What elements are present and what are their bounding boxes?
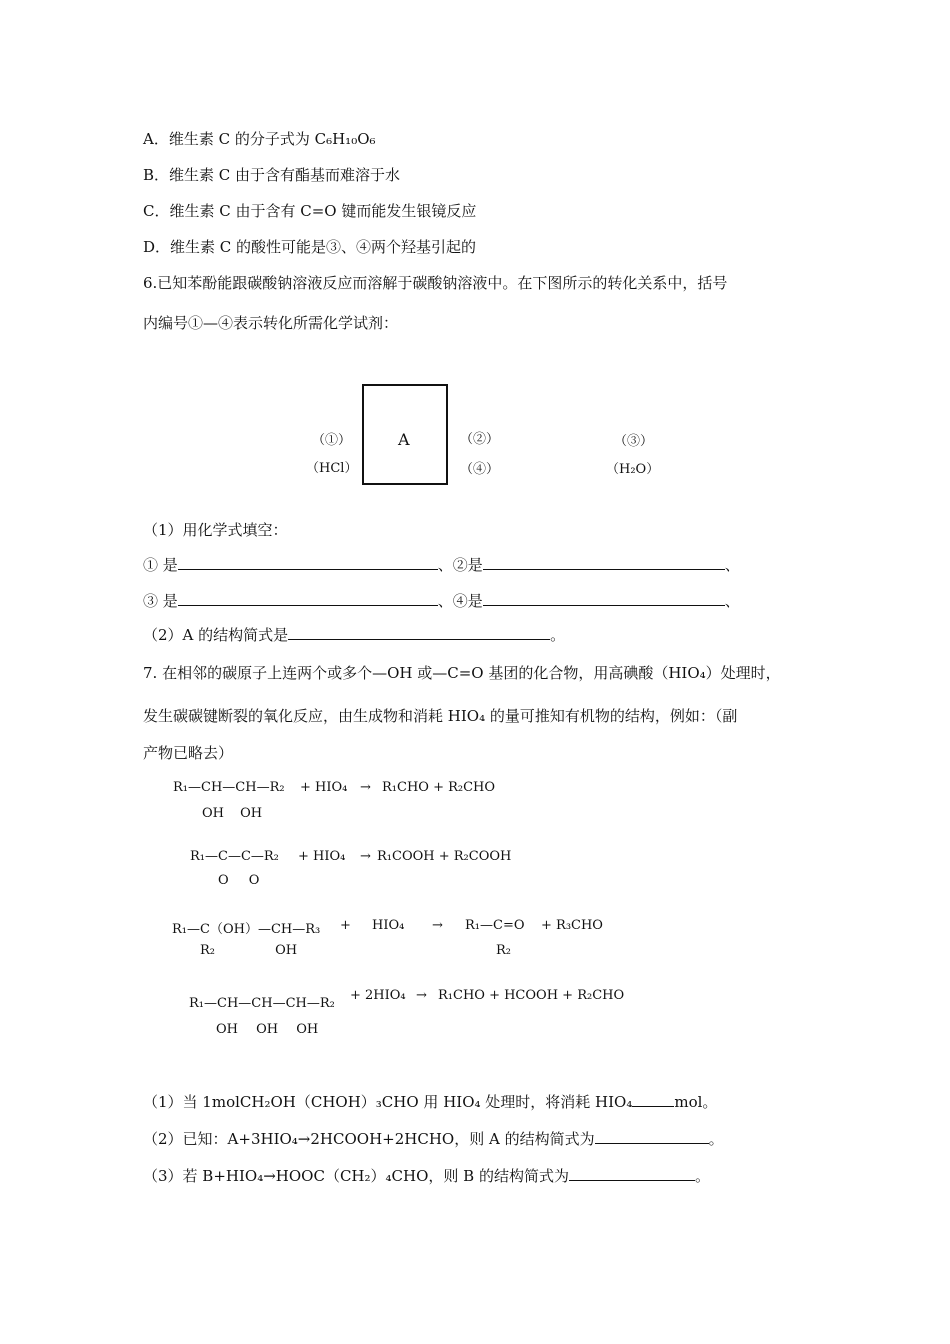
- reagent-3: （③）: [614, 434, 654, 449]
- r3-reactant-top: R₁—C（OH）—CH—R₃: [172, 922, 321, 937]
- answer-blank-4[interactable]: [483, 591, 725, 606]
- r3-reactant-bottom: R₂ OH: [200, 943, 298, 958]
- r3-reagent: HIO₄: [372, 918, 405, 933]
- r1-product: R₁CHO + R₂CHO: [382, 780, 496, 795]
- box-label: A: [398, 430, 410, 449]
- r3-product-bottom: R₂: [496, 943, 511, 958]
- reagent-hcl: （HCl）: [306, 461, 358, 476]
- r1-reactant-bottom: OH OH: [202, 806, 263, 821]
- fill2c-label: 、: [724, 592, 740, 610]
- answer-blank-1[interactable]: [178, 555, 438, 570]
- s1-text: （1）当 1molCH₂OH（CHOH）₃CHO 用 HIO₄ 处理时，将消耗 HIO₄: [143, 1093, 633, 1111]
- r4-reagent: + 2HIO₄: [350, 988, 406, 1003]
- s3-end: 。: [694, 1167, 710, 1185]
- fill1b-label: 、②是: [437, 556, 483, 574]
- answer-blank-2[interactable]: [483, 555, 725, 570]
- option-c: C．维生素 C 由于含有 C=O 键而能发生银镜反应: [143, 202, 477, 220]
- q6-sub1: （1）用化学式填空：: [143, 521, 288, 539]
- reagent-4: （④）: [460, 462, 500, 477]
- r4-arrow: →: [416, 988, 427, 1003]
- answer-blank-a[interactable]: [595, 1129, 709, 1144]
- r2-reactant-top: R₁—C—C—R₂: [190, 849, 279, 864]
- q6-line2: 内编号①—④表示转化所需化学试剂：: [143, 314, 399, 332]
- r3-product2: + R₃CHO: [541, 918, 603, 933]
- reagent-water: （H₂O）: [606, 462, 660, 477]
- r4-product: R₁CHO + HCOOH + R₂CHO: [438, 988, 625, 1003]
- option-d: D．维生素 C 的酸性可能是③、④两个羟基引起的: [143, 238, 477, 256]
- reagent-2: （②）: [460, 432, 500, 447]
- r1-reactant-top: R₁—CH—CH—R₂: [173, 780, 285, 795]
- q7-line3: 产物已略去）: [143, 744, 234, 762]
- answer-blank-b[interactable]: [569, 1166, 695, 1181]
- q7-sub1: [143, 1091, 717, 1112]
- r2-reactant-bottom: O O: [218, 873, 260, 888]
- r4-reactant-top: R₁—CH—CH—CH—R₂: [189, 996, 335, 1011]
- r4-reactant-bottom: OH OH OH: [216, 1022, 319, 1037]
- q7-line1: 7. 在相邻的碳原子上连两个或多个—OH 或—C=O 基团的化合物，用高碘酸（HIO₄）处理时，: [143, 664, 781, 682]
- r3-product-top: R₁—C=O: [465, 918, 525, 933]
- answer-blank-a-structure[interactable]: [288, 625, 550, 640]
- fill2a-label: ③ 是: [143, 592, 178, 610]
- r2-reagent: + HIO₄: [298, 849, 346, 864]
- s3-text: （3）若 B+HIO₄→HOOC（CH₂）₄CHO，则 B 的结构简式为: [143, 1167, 569, 1185]
- q6-fill-row2: [143, 590, 740, 611]
- r3-arrow: →: [432, 918, 443, 933]
- q6-sub2: [143, 624, 565, 645]
- fill1c-label: 、: [724, 556, 740, 574]
- q7-sub2: [143, 1128, 724, 1149]
- q6-line1: 6.已知苯酚能跟碳酸钠溶液反应而溶解于碳酸钠溶液中。在下图所示的转化关系中，括号: [143, 274, 728, 292]
- r1-reagent: + HIO₄: [300, 780, 348, 795]
- fill2b-label: 、④是: [437, 592, 483, 610]
- q6-fill-row1: [143, 554, 740, 575]
- r2-arrow: →: [360, 849, 371, 864]
- reagent-1: （①）: [312, 433, 352, 448]
- r1-arrow: →: [360, 780, 371, 795]
- s2-end: 。: [708, 1130, 724, 1148]
- option-a: A．维生素 C 的分子式为 C₆H₁₀O₆: [143, 130, 376, 148]
- answer-blank-3[interactable]: [178, 591, 438, 606]
- s2-text: （2）已知：A+3HIO₄→2HCOOH+2HCHO，则 A 的结构简式为: [143, 1130, 595, 1148]
- fill1a-label: ① 是: [143, 556, 178, 574]
- sub2-end: 。: [550, 626, 566, 644]
- q7-line2: 发生碳碳键断裂的氧化反应，由生成物和消耗 HIO₄ 的量可推知有机物的结构，例如：（副: [143, 707, 738, 725]
- answer-blank-mol[interactable]: [632, 1092, 674, 1107]
- sub2-label: （2）A 的结构简式是: [143, 626, 289, 644]
- q7-sub3: [143, 1165, 710, 1186]
- option-b: B．维生素 C 由于含有酯基而难溶于水: [143, 166, 401, 184]
- s1-end: mol。: [674, 1093, 718, 1111]
- r2-product: R₁COOH + R₂COOH: [377, 849, 512, 864]
- r3-plus: +: [340, 918, 351, 933]
